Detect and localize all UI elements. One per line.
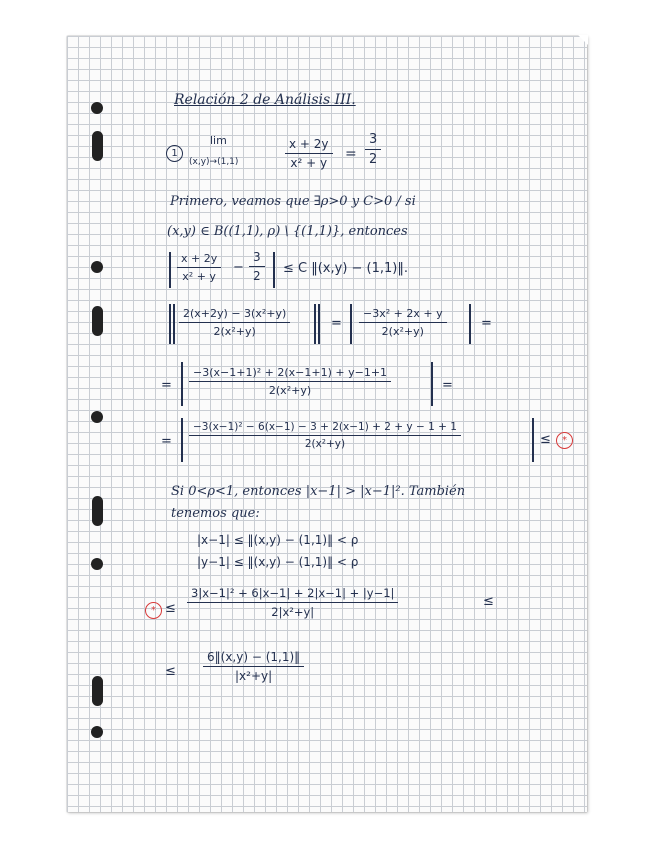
ineq-rhs: ≤ C ‖(x,y) − (1,1)‖. [283, 261, 409, 276]
abs-bar [318, 304, 320, 344]
abs-bar [181, 362, 183, 406]
step1-equals: = [331, 316, 342, 331]
ineq-half [249, 250, 265, 283]
abs-bar [314, 304, 316, 344]
abs-bar [431, 362, 433, 406]
binder-hole [91, 411, 103, 423]
limit-equals: = [345, 146, 357, 162]
step4-denominator: 2|x²+y| [271, 605, 315, 619]
step1-equals-end: = [481, 316, 492, 331]
limit-fraction [285, 137, 333, 170]
abs-bar [273, 252, 275, 288]
binder-slot [92, 676, 103, 706]
step2-equals: = [161, 378, 172, 393]
text-line-2: (x,y) ∈ B((1,1), ρ) \ {(1,1)}, entonces [167, 224, 408, 239]
abs-bar [173, 304, 175, 344]
step3-le: ≤ [540, 432, 551, 447]
binder-hole [91, 102, 103, 114]
half-denominator: 2 [253, 269, 261, 283]
step2-numerator: −3(x−1+1)² + 2(x−1+1) + y−1+1 [189, 366, 391, 382]
step1-b-denominator: 2(x²+y) [381, 325, 424, 338]
notebook-page [67, 36, 587, 812]
limit-numerator: x + 2y [285, 137, 333, 154]
binder-slot [92, 306, 103, 336]
text-line-1: Primero, veamos que ∃ρ>0 y C>0 / si [170, 194, 416, 209]
bound-x: |x−1| ≤ ‖(x,y) − (1,1)‖ < ρ [197, 533, 359, 547]
abs-bar [350, 304, 352, 344]
page-corner [578, 35, 588, 45]
step1-a-numerator: 2(x+2y) − 3(x²+y) [179, 307, 290, 323]
problem-number: 1 [166, 145, 183, 162]
step5-le: ≤ [165, 664, 176, 679]
binder-slot [92, 496, 103, 526]
abs-bar [169, 252, 171, 288]
half-numerator: 3 [249, 250, 265, 267]
step1-b-numerator: −3x² + 2x + y [359, 307, 447, 323]
text-line-4: tenemos que: [171, 506, 260, 521]
step2-fraction [189, 366, 391, 397]
bound-y: |y−1| ≤ ‖(x,y) − (1,1)‖ < ρ [197, 555, 359, 569]
step4-numerator: 3|x−1|² + 6|x−1| + 2|x−1| + |y−1| [187, 586, 398, 603]
ineq-denominator: x² + y [182, 270, 216, 283]
abs-bar [181, 418, 183, 462]
binder-hole [91, 726, 103, 738]
ineq-minus: − [233, 260, 244, 275]
limit-denominator: x² + y [290, 156, 328, 170]
step1-a-denominator: 2(x²+y) [213, 325, 256, 338]
abs-bar [532, 418, 534, 462]
step3-equals: = [161, 434, 172, 449]
result-numerator: 3 [365, 132, 381, 150]
step5-denominator: |x²+y| [235, 669, 273, 683]
step4-marker: * [145, 602, 162, 619]
step3-numerator: −3(x−1)² − 6(x−1) − 3 + 2(x−1) + 2 + y − 1 + 1 [189, 421, 461, 436]
step2-equals-end: = [442, 378, 453, 393]
page-title: Relación 2 de Análisis III. [174, 92, 356, 108]
limit-result [365, 132, 381, 167]
step1-fraction-a [179, 307, 290, 338]
abs-bar [169, 304, 171, 344]
step3-marker: * [556, 432, 573, 449]
text-line-3: Si 0<ρ<1, entonces |x−1| > |x−1|². También [171, 484, 466, 499]
step4-le: ≤ [165, 601, 176, 616]
step1-fraction-b [359, 307, 447, 338]
step3-fraction [189, 421, 461, 450]
abs-bar [469, 304, 471, 344]
step5-fraction [203, 650, 304, 683]
result-denominator: 2 [369, 152, 378, 167]
limit-label: lim [210, 134, 227, 147]
step4-le-end: ≤ [483, 594, 494, 609]
binder-slot [92, 131, 103, 161]
step4-fraction [187, 586, 398, 619]
binder-hole [91, 261, 103, 273]
binder-hole [91, 558, 103, 570]
ineq-fraction [177, 252, 221, 283]
step2-denominator: 2(x²+y) [268, 384, 312, 397]
ineq-numerator: x + 2y [177, 252, 221, 268]
limit-subscript: (x,y)→(1,1) [189, 157, 239, 167]
step3-denominator: 2(x²+y) [304, 438, 346, 450]
step5-numerator: 6‖(x,y) − (1,1)‖ [203, 650, 304, 667]
